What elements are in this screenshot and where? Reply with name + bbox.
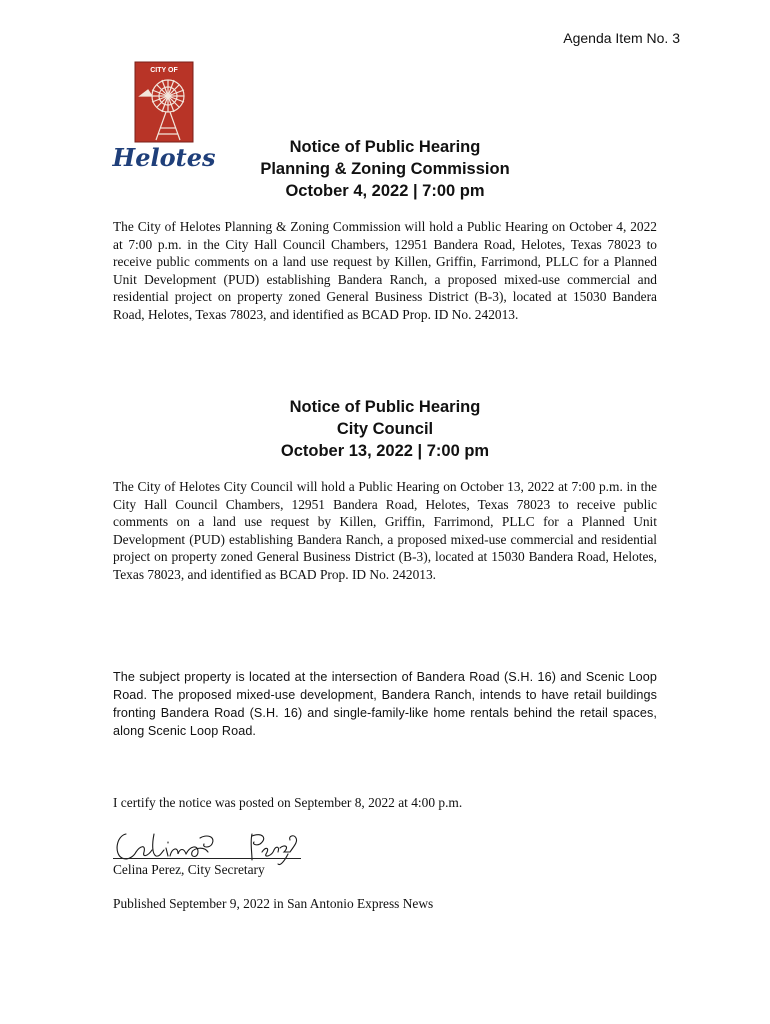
subject-property-paragraph: The subject property is located at the intersection of Bandera Road (S.H. 16) and Scenic Loop Road. The proposed mixed-use development, Bandera Ranch, intends to have retail buildings fronting Bandera Road (S.H. 16) and single-family-like home rentals behind the retail spaces, along Scenic Loop Road. (113, 670, 657, 738)
certification-statement: I certify the notice was posted on September 8, 2022 at 4:00 p.m. (113, 795, 463, 810)
agenda-item-label: Agenda Item No. 3 (563, 30, 680, 46)
notice-paragraph-planning: The City of Helotes Planning & Zoning Commission will hold a Public Hearing on October 4, 2022 at 7:00 p.m. in the City Hall Council Chambers, 12951 Bandera Road, Helotes, Texas 78023 to receive public comments on a land use request by Killen, Griffin, Farrimond, PLLC for a Planned Unit Development (PUD) establishing Bandera Ranch, a proposed mixed-use commercial and residential project on property zoned General Business District (B-3), located at 15030 Bandera Road, Helotes, Texas 78023, and identified as BCAD Prop. ID No. 242013. (113, 219, 657, 322)
logo-top-text: CITY OF (150, 67, 178, 74)
publication-statement: Published September 9, 2022 in San Antonio Express News (113, 896, 434, 911)
logo-red-panel (135, 62, 193, 142)
notice-heading-council (110, 396, 660, 462)
notice-date: October 13, 2022 | 7:00 pm (280, 442, 490, 460)
notice-heading-planning (110, 136, 660, 202)
notice-title: Notice of Public Hearing (289, 398, 481, 416)
notice-body-name: Planning & Zoning Commission (260, 160, 510, 178)
signature-line (113, 858, 301, 859)
signer-name: Celina Perez, City Secretary (113, 862, 265, 877)
notice-paragraph-council: The City of Helotes City Council will hold a Public Hearing on October 13, 2022 at 7:00 p.m. in the City Hall Council Chambers, 12951 Bandera Road, Helotes, Texas 78023 to receive public comments on a land use request by Killen, Griffin, Farrimond, PLLC for a Planned Unit Development (PUD) establishing Bandera Ranch, a proposed mixed-use commercial and residential project on property zoned General Business District (B-3), located at 15030 Bandera Road, Helotes, Texas 78023, and identified as BCAD Prop. ID No. 242013. (113, 479, 657, 582)
notice-date: October 4, 2022 | 7:00 pm (285, 182, 485, 200)
notice-body-name: City Council (336, 420, 434, 438)
logo-name-text: Helotes (112, 143, 216, 172)
notice-title: Notice of Public Hearing (289, 138, 481, 156)
